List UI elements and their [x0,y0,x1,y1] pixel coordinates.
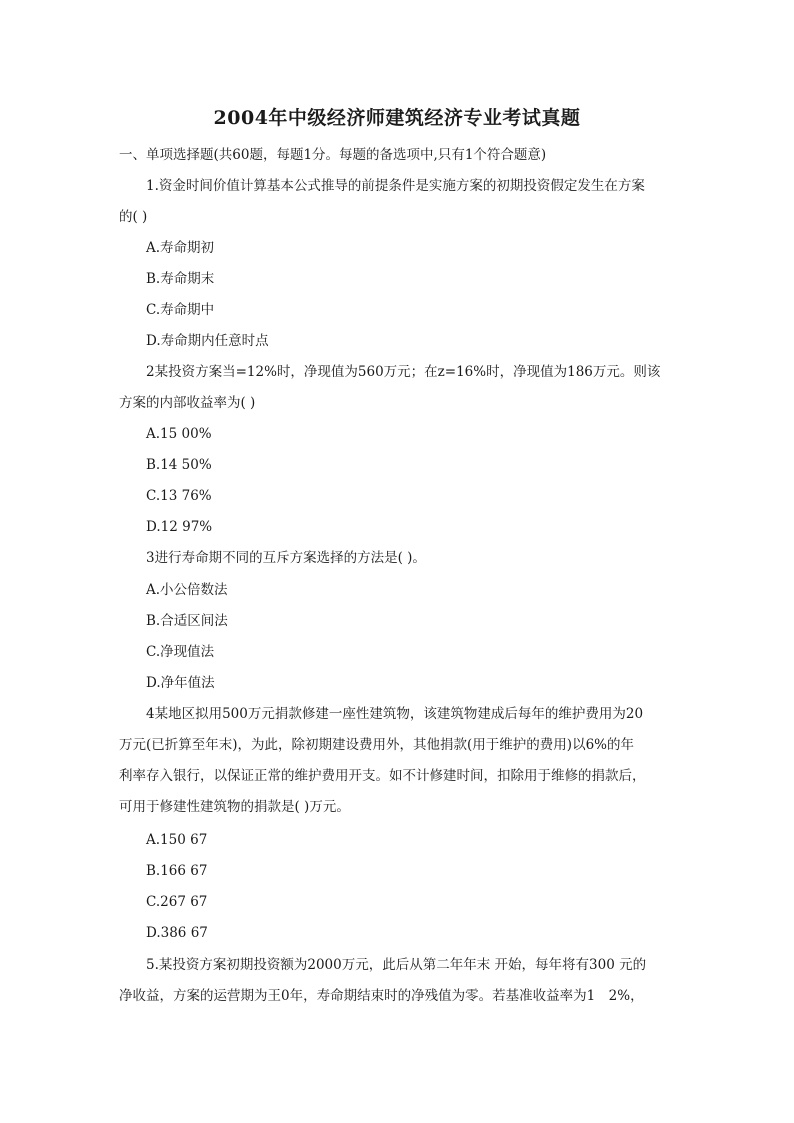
question-4-stem-line-3: 利率存入银行，以保证正常的维护费用开支。如不计修建时间，扣除用于维修的捐款后， [119,768,646,784]
question-1-option-b: B.寿命期末 [146,271,215,287]
document-title: 2004年中级经济师建筑经济专业考试真题 [213,107,581,129]
question-3-option-c: C.净现值法 [146,644,215,660]
question-2-option-a: A.15 00% [146,426,212,442]
question-1-stem-line-2: 的( ) [119,209,148,225]
question-4-option-b: B.166 67 [146,863,208,879]
question-1-stem-line-1: 1.资金时间价值计算基本公式推导的前提条件是实施方案的初期投资假定发生在方案 [146,178,645,194]
question-2-option-b: B.14 50% [146,457,212,473]
question-4-stem-line-4: 可用于修建性建筑物的捐款是( )万元。 [119,799,350,815]
question-3-option-a: A.小公倍数法 [146,582,228,598]
question-4-option-d: D.386 67 [146,925,208,941]
question-4-stem-line-1: 4某地区拟用500万元捐款修建一座性建筑物，该建筑物建成后每年的维护费用为20 [146,706,644,722]
question-5-stem-line-1: 5.某投资方案初期投资额为2000万元，此后从第二年年末 开始，每年将有300 元的 [146,957,647,973]
question-3-option-d: D.净年值法 [146,675,215,691]
question-1-option-a: A.寿命期初 [146,240,215,256]
question-2-option-d: D.12 97% [146,519,213,535]
question-2-option-c: C.13 76% [146,488,212,504]
question-1-option-d: D.寿命期内任意时点 [146,333,269,349]
question-2-stem-line-1: 2某投资方案当=12%时，净现值为560万元；在z=16%时，净现值为186万元。则该 [146,364,661,380]
question-2-stem-line-2: 方案的内部收益率为( ) [119,395,256,411]
question-4-stem-line-2: 万元(已折算至年末)，为此，除初期建设费用外，其他捐款(用于维护的费用)以6%的年 [119,737,634,753]
question-1-option-c: C.寿命期中 [146,302,215,318]
question-3-stem-line-1: 3进行寿命期不同的互斥方案选择的方法是( )。 [146,550,426,566]
question-4-option-c: C.267 67 [146,894,208,910]
question-5-stem-line-2: 净收益，方案的运营期为王0年，寿命期结束时的净残值为零。若基准收益率为1 2%， [119,988,644,1004]
question-3-option-b: B.合适区间法 [146,613,228,629]
question-4-option-a: A.150 67 [146,832,208,848]
section-heading: 一、单项选择题(共60题，每题1分。每题的备选项中,只有1个符合题意) [119,147,547,163]
